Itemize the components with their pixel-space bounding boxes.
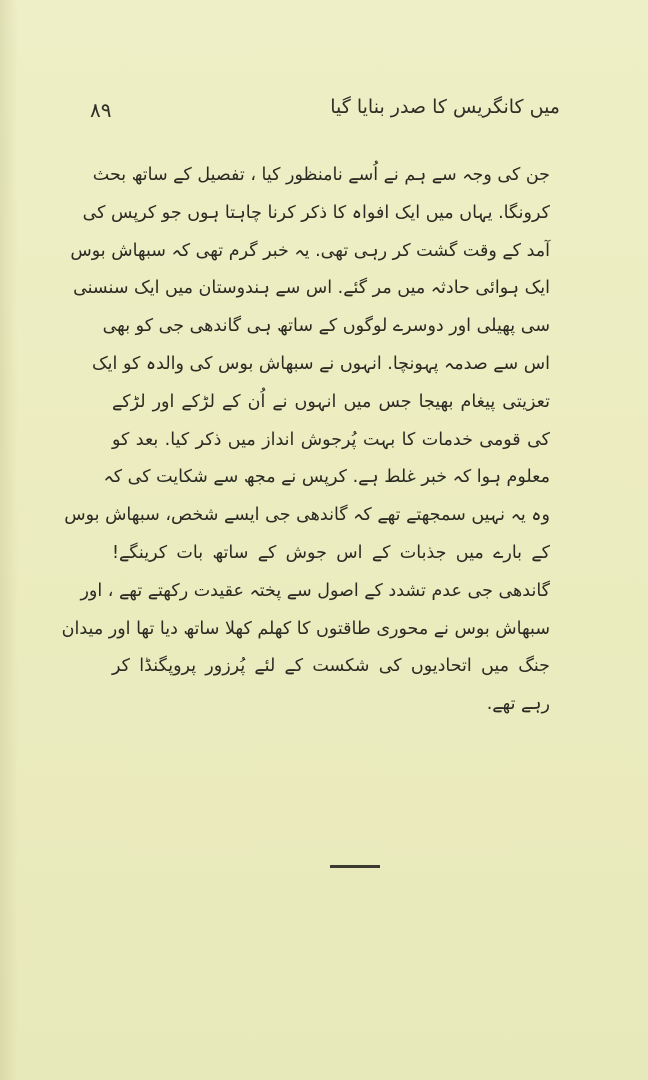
text-line: سی پھیلی اور دوسرے لوگوں کے ساتھ ہی گاندھی جی کو بھی [102, 316, 550, 337]
text-line: اس سے صدمہ پہونچا. انہوں نے سبھاش بوس کی والدہ کو ایک [92, 353, 550, 374]
running-title: میں کانگریس کا صدر بنایا گیا [330, 96, 560, 118]
text-line: تعزیتی پیغام بھیجا جس میں انہوں نے اُن کے لڑکے اور لڑکے [112, 391, 550, 412]
text-line: کی قومی خدمات کا بہت پُرجوش انداز میں ذکر کیا. بعد کو [112, 429, 550, 450]
text-line: گاندھی جی عدم تشدد کے اصول سے پختہ عقیدت رکھتے تھے ، اور [80, 580, 550, 601]
text-line: کرونگا. یہاں میں ایک افواہ کا ذکر کرنا چاہتا ہوں جو کرپس کی [82, 202, 550, 223]
page-header [90, 92, 560, 132]
page-number: ٨٩ [90, 98, 112, 122]
text-line: آمد کے وقت گشت کر رہی تھی. یہ خبر گرم تھی کہ سبھاش بوس [70, 240, 550, 261]
text-line: وہ یہ نہیں سمجھتے تھے کہ گاندھی جی ایسے شخص، سبھاش بوس [64, 505, 550, 526]
text-line-final: رہے تھے. [486, 694, 550, 715]
text-line: ایک ہوائی حادثہ میں مر گئے. اس سے ہندوستان میں ایک سنسنی [73, 278, 550, 299]
page-edge-shading [0, 0, 18, 1080]
text-line: جنگ میں اتحادیوں کی شکست کے لئے پُرزور پروپگنڈا کر [112, 656, 550, 677]
section-end-rule [330, 865, 380, 868]
text-line: معلوم ہوا کہ خبر غلط ہے. کرپس نے مجھ سے شکایت کی کہ [103, 467, 550, 488]
text-line: جن کی وجہ سے ہم نے اُسے نامنظور کیا ، تفصیل کے ساتھ بحث [92, 165, 550, 185]
text-line: کے بارے میں جذبات کے اس جوش کے ساتھ بات کرینگے! [112, 542, 550, 563]
text-line: سبھاش بوس نے محوری طاقتوں کا کھلم کھلا ساتھ دیا تھا اور میدان [61, 618, 550, 639]
body-paragraph [61, 157, 550, 724]
